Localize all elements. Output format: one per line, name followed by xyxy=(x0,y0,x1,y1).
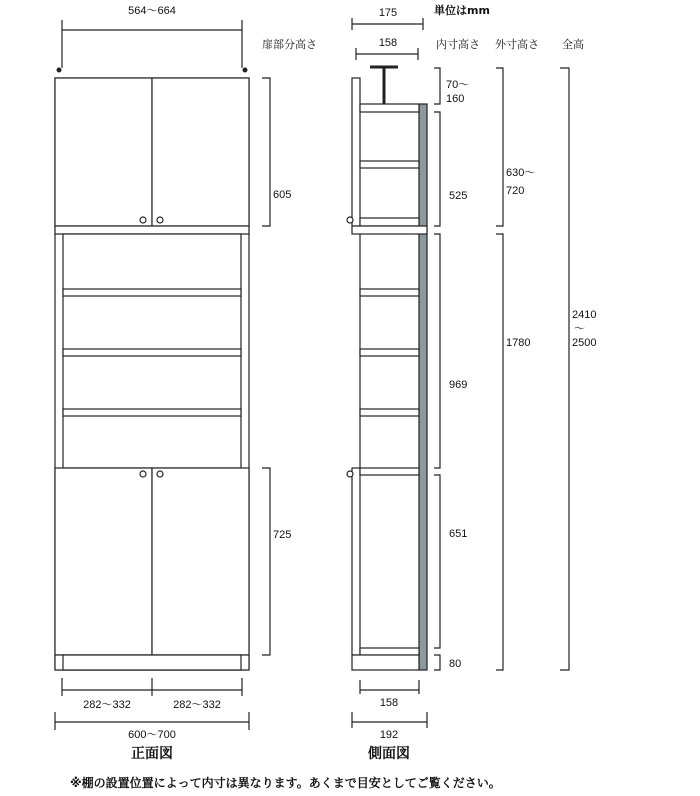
door-height-header: 扉部分高さ xyxy=(262,38,317,51)
side-upper-door xyxy=(352,78,360,226)
side-bottom-depth: 192 xyxy=(379,729,399,741)
inner-base-height: 80 xyxy=(449,658,462,670)
knob-icon xyxy=(140,217,146,223)
overall-width: 600～700 xyxy=(128,729,176,741)
total-height-header: 全高 xyxy=(562,38,584,51)
knob-icon xyxy=(140,471,146,477)
svg-text:160: 160 xyxy=(446,93,465,105)
back-panel xyxy=(419,104,427,670)
left-bolt-icon xyxy=(57,68,62,73)
side-view-title: 側面図 xyxy=(368,746,410,762)
svg-text:2500: 2500 xyxy=(572,337,597,349)
side-plinth xyxy=(352,655,419,670)
lower-left-door xyxy=(55,468,152,655)
inner-middle-height: 969 xyxy=(449,379,468,391)
shelf-board xyxy=(360,468,419,475)
right-door-width: 282～332 xyxy=(173,699,221,711)
upper-door-height: 605 xyxy=(273,189,292,201)
upper-right-door xyxy=(152,78,249,226)
upper-left-door xyxy=(55,78,152,226)
shelf-board xyxy=(360,349,419,356)
shelf-board xyxy=(63,409,241,416)
inner-lower-height: 651 xyxy=(449,528,468,540)
footnote: ※棚の設置位置によって内寸は異なります。あくまで目安としてご覧ください。 xyxy=(70,776,501,790)
units-label: 単位はmm xyxy=(434,4,490,17)
right-bolt-icon xyxy=(243,68,248,73)
counter-board xyxy=(55,226,249,234)
knob-icon xyxy=(157,217,163,223)
outer-upper-height: 630～ xyxy=(506,167,536,179)
side-top-depth: 175 xyxy=(378,7,398,19)
lower-door-height: 725 xyxy=(273,529,292,541)
shelf-board xyxy=(63,289,241,296)
inner-height-header: 内寸高さ xyxy=(436,38,480,51)
side-view xyxy=(347,7,596,762)
side-bottom-inner-depth: 158 xyxy=(379,697,399,709)
shelf-board xyxy=(63,349,241,356)
left-door-width: 282～332 xyxy=(83,699,131,711)
side-top-inner-depth: 158 xyxy=(378,37,398,49)
total-height: 2410 xyxy=(572,309,597,321)
counter-board xyxy=(352,226,427,234)
shelf-board xyxy=(360,289,419,296)
outer-height-header: 外寸高さ xyxy=(495,38,539,51)
outer-lower-height: 1780 xyxy=(506,337,531,349)
side-lower-door xyxy=(352,468,360,655)
knob-icon xyxy=(157,471,163,477)
front-view-title: 正面図 xyxy=(131,746,173,762)
lower-right-door xyxy=(152,468,249,655)
shelf-board xyxy=(360,409,419,416)
svg-text:720: 720 xyxy=(506,185,525,197)
front-top-width: 564～664 xyxy=(128,5,176,17)
shelf-board xyxy=(360,218,419,226)
svg-text:～: ～ xyxy=(574,323,585,335)
inner-top-gap: 70～ xyxy=(446,79,470,91)
front-view xyxy=(55,5,291,762)
shelf-board xyxy=(360,161,419,168)
inner-upper-height: 525 xyxy=(449,190,468,202)
